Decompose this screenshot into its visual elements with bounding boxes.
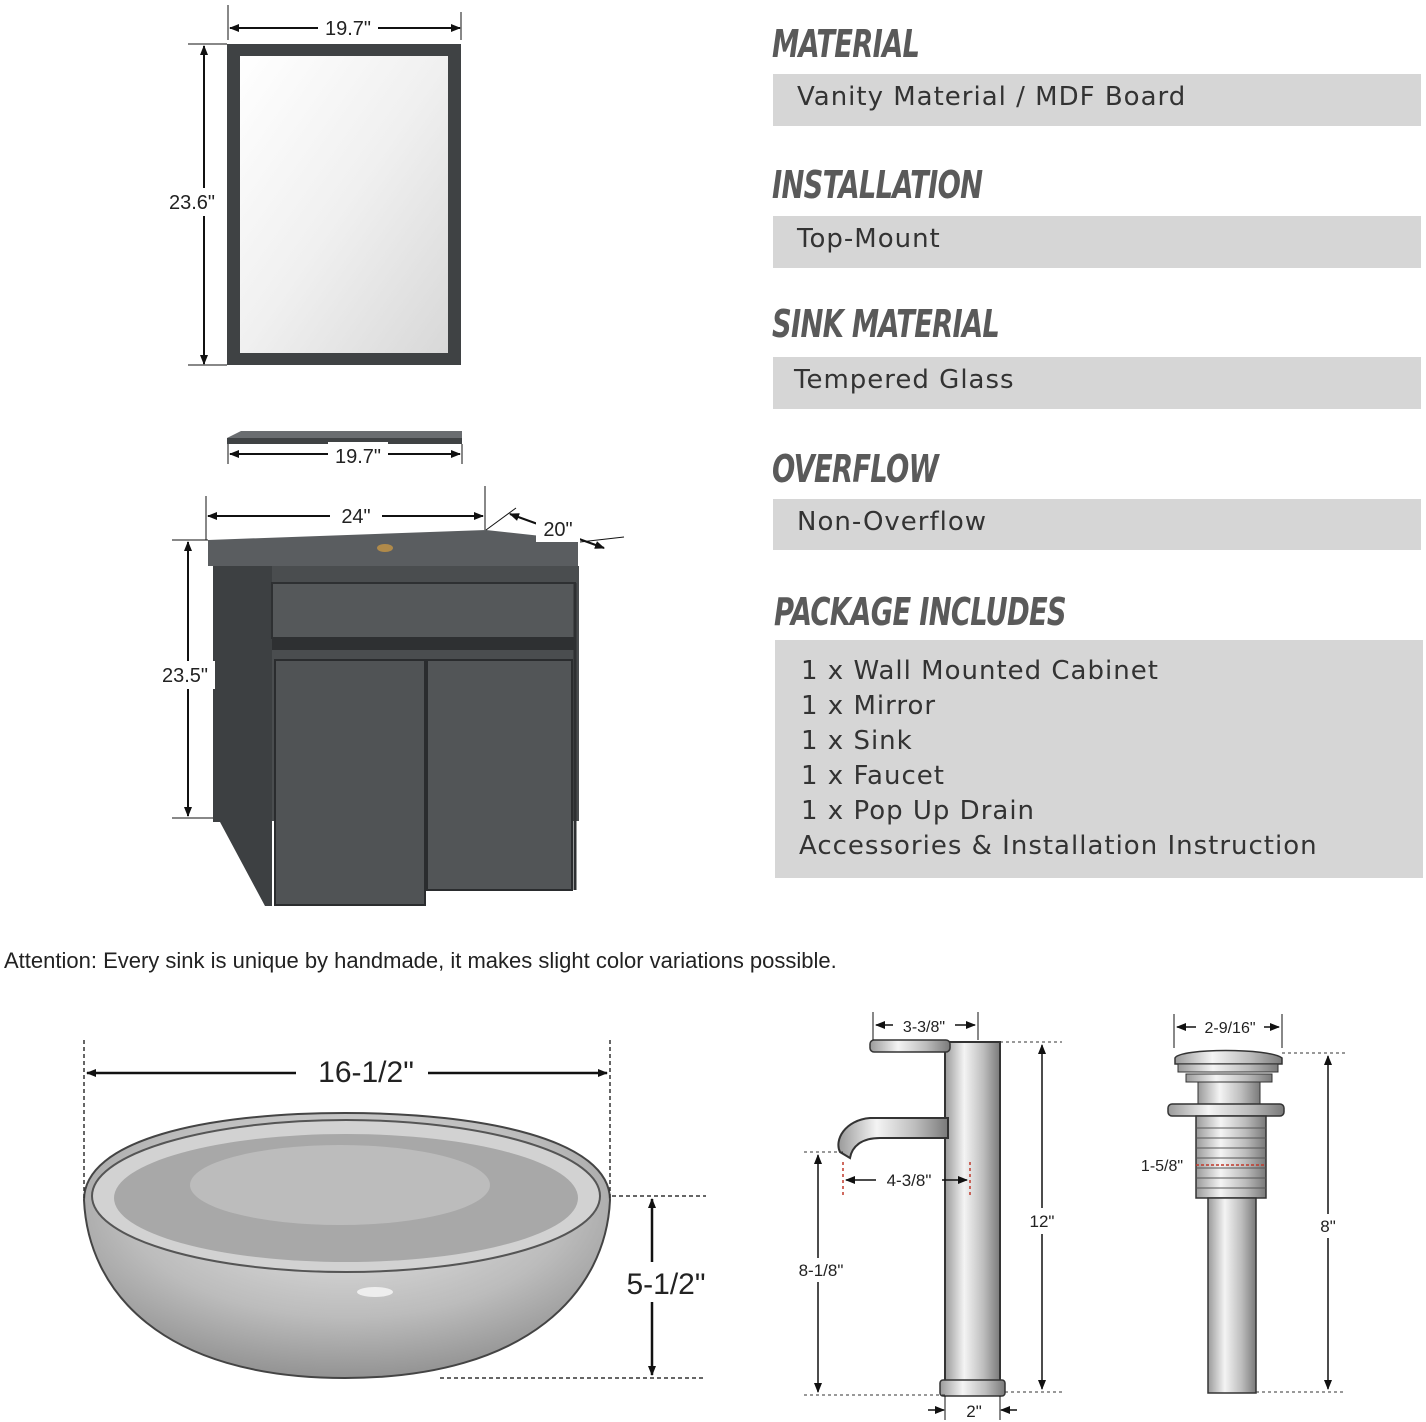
package-item: Accessories & Installation Instruction [799, 831, 1318, 861]
faucet [838, 1040, 1005, 1396]
package-list [801, 654, 1318, 864]
cabinet-height-label: 23.5" [161, 665, 209, 687]
package-item: 1 x Sink [801, 726, 913, 756]
sink-material-value: Tempered Glass [794, 365, 1015, 395]
mirror [227, 44, 461, 365]
pop-up-drain [1168, 1051, 1284, 1394]
faucet-top-label: 3-3/8" [902, 1019, 946, 1036]
cabinet-depth-label: 20" [543, 519, 573, 541]
package-list-box [775, 640, 1423, 878]
cabinet [208, 530, 579, 906]
sink-diameter-label: 16-1/2" [318, 1056, 414, 1089]
faucet-spout-height-label: 8-1/8" [798, 1261, 844, 1280]
mirror-width-label: 19.7" [324, 18, 372, 40]
mirror-height-label: 23.6" [168, 192, 216, 214]
sink-material-value-bar [773, 357, 1421, 409]
sink-material-heading: SINK MATERIAL [772, 302, 1000, 346]
faucet-height-label: 12" [1029, 1212, 1055, 1231]
package-item: 1 x Wall Mounted Cabinet [801, 656, 1159, 686]
overflow-value: Non-Overflow [797, 507, 988, 537]
installation-value: Top-Mount [797, 224, 941, 254]
overflow-heading: OVERFLOW [772, 447, 939, 491]
material-heading: MATERIAL [772, 22, 920, 66]
installation-heading: INSTALLATION [772, 163, 983, 207]
drain-height-label: 8" [1320, 1217, 1336, 1236]
package-heading: PACKAGE INCLUDES [774, 590, 1066, 634]
overflow-value-bar [773, 499, 1421, 550]
package-item: 1 x Pop Up Drain [801, 796, 1036, 826]
vessel-sink [84, 1113, 610, 1378]
drain-top-label: 2-9/16" [1204, 1020, 1256, 1037]
material-value: Vanity Material / MDF Board [797, 82, 1187, 112]
installation-value-bar [773, 216, 1421, 268]
cabinet-width-label: 24" [341, 506, 371, 528]
shelf-width-label: 19.7" [334, 446, 382, 468]
drain-body-label: 1-5/8" [1140, 1158, 1184, 1175]
sink-height-label: 5-1/2" [626, 1268, 706, 1301]
package-item: 1 x Mirror [801, 691, 937, 721]
material-value-bar [773, 74, 1421, 126]
package-item: 1 x Faucet [801, 761, 945, 791]
attention-note: Attention: Every sink is unique by handmade, it makes slight color variations possible. [4, 948, 837, 973]
faucet-base-label: 2" [966, 1402, 982, 1421]
faucet-spout-reach-label: 4-3/8" [886, 1171, 932, 1190]
